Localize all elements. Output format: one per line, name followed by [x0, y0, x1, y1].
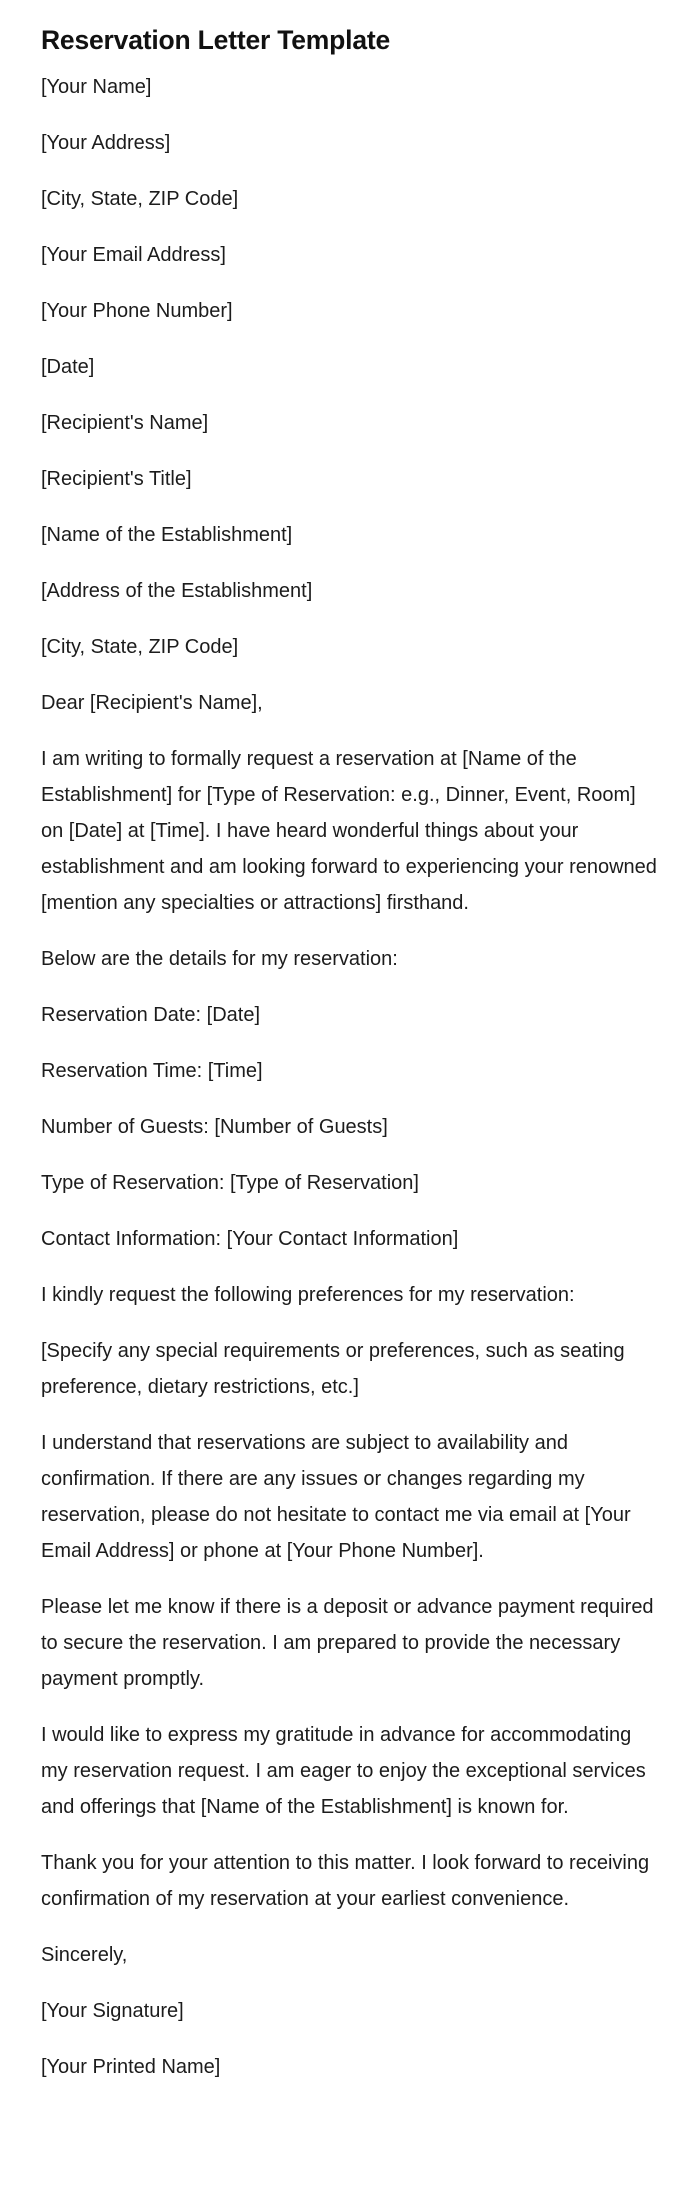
closing-paragraph: Thank you for your attention to this matter. I look forward to receiving confirmation of my reservation at your earliest convenience. [41, 1852, 650, 1910]
salutation: Dear [Recipient's Name], [41, 692, 263, 714]
printed-name: [Your Printed Name] [41, 2056, 221, 2078]
establishment-address: [Address of the Establishment] [41, 580, 313, 602]
recipient-name: [Recipient's Name] [41, 412, 209, 434]
details-intro: Below are the details for my reservation: [41, 948, 398, 970]
sender-phone: [Your Phone Number] [41, 300, 233, 322]
establishment-city-state-zip: [City, State, ZIP Code] [41, 636, 239, 658]
detail-reservation-time: Reservation Time: [Time] [41, 1060, 263, 1082]
letter-document [41, 22, 661, 2105]
intro-paragraph: I am writing to formally request a reservation at [Name of the Establishment] for [Type of Reservation: e.g., Dinner, Event, Room] on [Date] at [Time]. I have heard wonderful things about your establishment and am looking forward to experiencing your renowned [mention any specialties or attractions] firsthand. [41, 748, 657, 914]
deposit-paragraph: Please let me know if there is a deposit or advance payment required to secure the reservation. I am prepared to provide the necessary payment promptly. [41, 1596, 654, 1690]
page-title: Reservation Letter Template [41, 25, 391, 55]
availability-paragraph: I understand that reservations are subject to availability and confirmation. If there are any issues or changes regarding my reservation, please do not hesitate to contact me via email at [Your Email Address] or phone at [Your Phone Number]. [41, 1432, 631, 1562]
detail-reservation-date: Reservation Date: [Date] [41, 1004, 260, 1026]
sender-city-state-zip: [City, State, ZIP Code] [41, 188, 239, 210]
letter-date: [Date] [41, 356, 95, 378]
sign-off: Sincerely, [41, 1944, 128, 1966]
letter-body [41, 69, 661, 2085]
detail-type-of-reservation: Type of Reservation: [Type of Reservation] [41, 1172, 419, 1194]
recipient-title: [Recipient's Title] [41, 468, 192, 490]
sender-name: [Your Name] [41, 76, 152, 98]
detail-contact-information: Contact Information: [Your Contact Information] [41, 1228, 459, 1250]
establishment-name: [Name of the Establishment] [41, 524, 293, 546]
detail-number-of-guests: Number of Guests: [Number of Guests] [41, 1116, 388, 1138]
preferences-intro: I kindly request the following preferences for my reservation: [41, 1284, 575, 1306]
gratitude-paragraph: I would like to express my gratitude in advance for accommodating my reservation request. I am eager to enjoy the exceptional services and offerings that [Name of the Establishment] is known for. [41, 1724, 646, 1818]
signature: [Your Signature] [41, 2000, 184, 2022]
preferences-paragraph: [Specify any special requirements or preferences, such as seating preference, dietary restrictions, etc.] [41, 1340, 625, 1398]
sender-email: [Your Email Address] [41, 244, 226, 266]
sender-address: [Your Address] [41, 132, 171, 154]
